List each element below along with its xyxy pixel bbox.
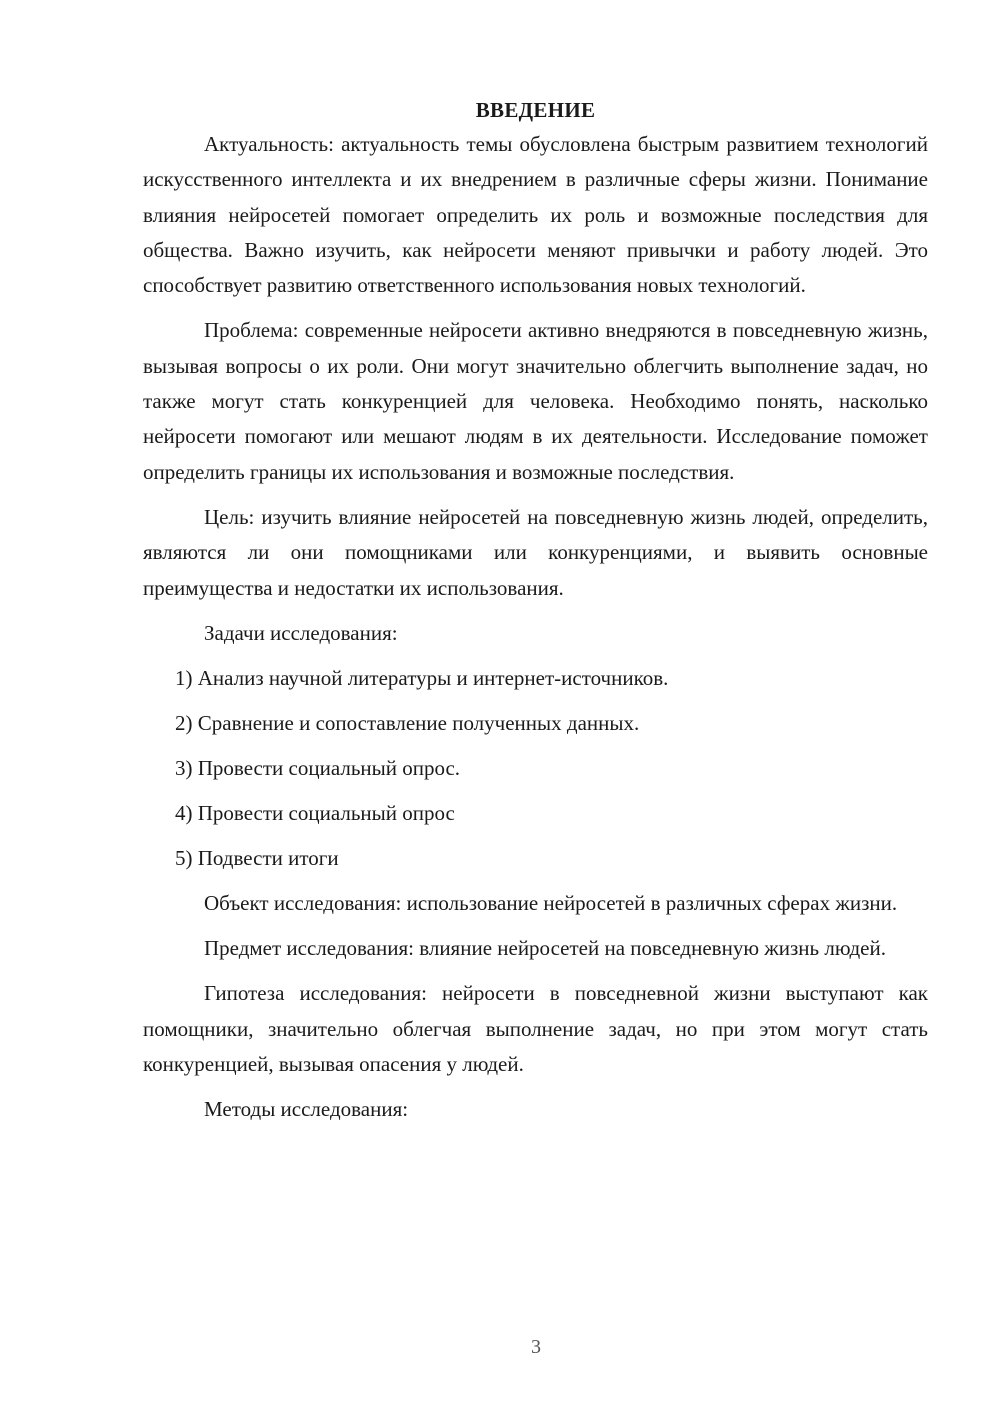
goal-paragraph: Цель: изучить влияние нейросетей на повседневную жизнь людей, определить, являются ли они помощниками или конкуренциями, и выявить основные преимущества и недостатки их использования. [143, 504, 928, 600]
relevance-paragraph: Актуальность: актуальность темы обусловлена быстрым развитием технологий искусственного интеллекта и их внедрением в различные сферы жизни. Понимание влияния нейросетей помогает определить их роль и возможные последствия для общества. Важно изучить, как нейросети меняют привычки и работу людей. Это способствует развитию ответственного использования новых технологий. [143, 132, 928, 298]
task-item-2: 2) Сравнение и сопоставление полученных данных. [175, 710, 640, 735]
subject-paragraph: Предмет исследования: влияние нейросетей на повседневную жизнь людей. [204, 936, 886, 961]
methods-heading: Методы исследования: [204, 1097, 409, 1122]
document-page [143, 93, 928, 1137]
object-paragraph: Объект исследования: использование нейросетей в различных сферах жизни. [204, 890, 898, 915]
task-item-5: 5) Подвести итоги [175, 845, 339, 870]
hypothesis-paragraph: Гипотеза исследования: нейросети в повседневной жизни выступают как помощники, значительно облегчая выполнение задач, но при этом могут стать конкуренцией, вызывая опасения у людей. [143, 981, 928, 1077]
task-item-4: 4) Провести социальный опрос [175, 800, 455, 825]
tasks-heading: Задачи исследования: [204, 620, 398, 645]
task-item-3: 3) Провести социальный опрос. [175, 755, 461, 780]
problem-paragraph: Проблема: современные нейросети активно внедряются в повседневную жизнь, вызывая вопросы о их роли. Они могут значительно облегчить выполнение задач, но также могут стать конкуренцией для человека. Необходимо понять, насколько нейросети помогают или мешают людям в их деятельности. Исследование поможет определить границы их использования и возможные последствия. [143, 318, 928, 484]
page-number: 3 [531, 1336, 541, 1358]
task-item-1: 1) Анализ научной литературы и интернет-источников. [175, 665, 669, 690]
section-title: ВВЕДЕНИЕ [475, 98, 596, 122]
